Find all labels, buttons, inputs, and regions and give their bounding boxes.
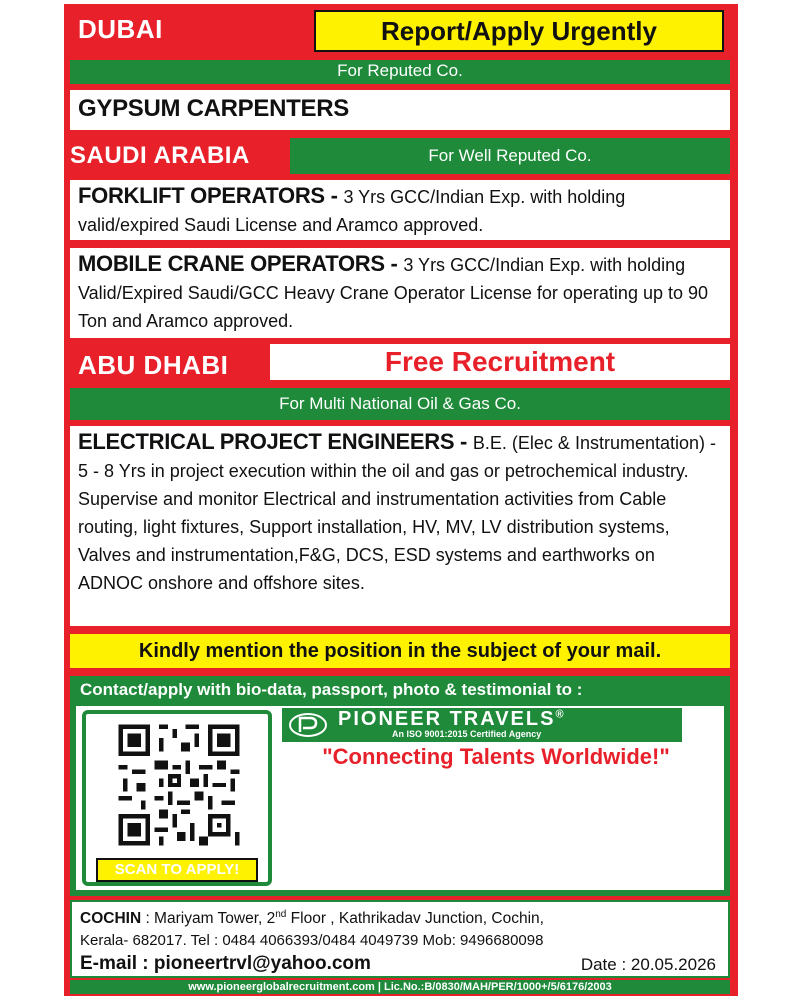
- cochin-address-sup: nd: [275, 909, 287, 920]
- cochin-email[interactable]: E-mail : pioneertrvl@yahoo.com: [80, 953, 371, 975]
- contact-email[interactable]: E-mail: cvpioneertravels@gmail.com: [282, 866, 632, 888]
- job-electrical-engineers: [70, 426, 730, 626]
- job-mobile-crane: [70, 248, 730, 338]
- job-dash: -: [454, 429, 473, 454]
- scan-to-apply-label: SCAN TO APPLY!: [96, 858, 258, 882]
- address-line: 6th floor, Shiv Chamber, Sector-11, Near: [294, 774, 680, 793]
- iso-text: An ISO 9001:2015 Certified Agency: [392, 729, 542, 739]
- pioneer-name: PIONEER TRAVELS: [338, 708, 556, 730]
- qr-section: [82, 710, 272, 886]
- ad-date: Date : 20.05.2026: [580, 955, 716, 975]
- country-dubai: DUBAI: [78, 14, 163, 44]
- job-desc-crane: 3 Yrs GCC/Indian Exp. with holding Valid/Expired Saudi/GCC Heavy Crane Operator License for operating up to 90 Ton and Aramco approved.: [78, 255, 709, 331]
- telephone: Tel.: 022-40390600(50 Lines)/9969266565: [290, 846, 643, 864]
- notice-banner: Kindly mention the position in the subject of your mail.: [70, 634, 730, 668]
- qr-code-icon[interactable]: [114, 720, 244, 850]
- cochin-address-line1: [80, 904, 720, 930]
- cochin-address-part: : Mariyam Tower, 2: [141, 910, 276, 928]
- job-desc-electrical: B.E. (Elec & Instrumentation) - 5 - 8 Yrs in project execution within the oil and gas or petrochemical industry. Supervise and monitor Electrical and instrumentation activities from Cable routing, light fixtures, Support installation, HV, MV, LV distribution systems, Valves and instrumentation,F&G, DCS, ESD systems and earthworks on ADNOC onshore and offshore sites.: [78, 433, 716, 593]
- tagline: "Connecting Talents Worldwide!": [322, 744, 670, 769]
- abudhabi-company-strip: For Multi National Oil & Gas Co.: [70, 388, 730, 420]
- urgent-banner: Report/Apply Urgently: [314, 10, 724, 52]
- pioneer-name-wrap: [338, 708, 566, 731]
- dubai-job-box: [70, 90, 730, 130]
- advertisement-frame: [64, 4, 738, 996]
- job-title-forklift: FORKLIFT OPERATORS: [78, 183, 325, 208]
- address-line: Railway Station, CBD-Belapur(W),: [310, 798, 619, 817]
- saudi-company-strip: For Well Reputed Co.: [290, 138, 730, 174]
- job-desc-forklift: 3 Yrs GCC/Indian Exp. with holding valid/expired Saudi License and Aramco approved.: [78, 187, 626, 235]
- country-abu-dhabi: ABU DHABI: [78, 350, 229, 380]
- contact-header: Contact/apply with bio-data, passport, photo & testimonial to :: [80, 680, 583, 699]
- cochin-label: COCHIN: [80, 910, 142, 928]
- address-block: [294, 772, 714, 844]
- footer-license[interactable]: www.pioneerglobalrecruitment.com | Lic.No.:B/0830/MAH/PER/1000+/5/6176/2003: [70, 980, 730, 994]
- job-forklift: [70, 180, 730, 240]
- contact-card: [76, 706, 724, 890]
- job-title-electrical: ELECTRICAL PROJECT ENGINEERS: [78, 429, 455, 454]
- dubai-company-strip: For Reputed Co.: [70, 60, 730, 84]
- job-dash: -: [384, 251, 404, 276]
- free-recruitment-banner: Free Recruitment: [270, 344, 730, 380]
- registered-mark: ®: [555, 708, 566, 721]
- address-line: Navi Mumbai.: [388, 822, 504, 841]
- country-saudi-arabia: SAUDI ARABIA: [70, 142, 250, 169]
- cochin-address-part: Floor , Kathrikadav Junction, Cochin,: [286, 910, 544, 928]
- cochin-office: [70, 900, 730, 978]
- pioneer-logo-banner: [282, 708, 682, 742]
- cochin-address-line2: Kerala- 682017. Tel : 0484 4066393/0484 4049739 Mob: 9496680098: [80, 932, 544, 950]
- contact-panel: [70, 676, 730, 896]
- job-dash: -: [324, 183, 344, 208]
- pioneer-logo-icon: [288, 712, 328, 738]
- job-title-crane: MOBILE CRANE OPERATORS: [78, 251, 385, 276]
- job-title-gypsum: GYPSUM CARPENTERS: [78, 95, 349, 122]
